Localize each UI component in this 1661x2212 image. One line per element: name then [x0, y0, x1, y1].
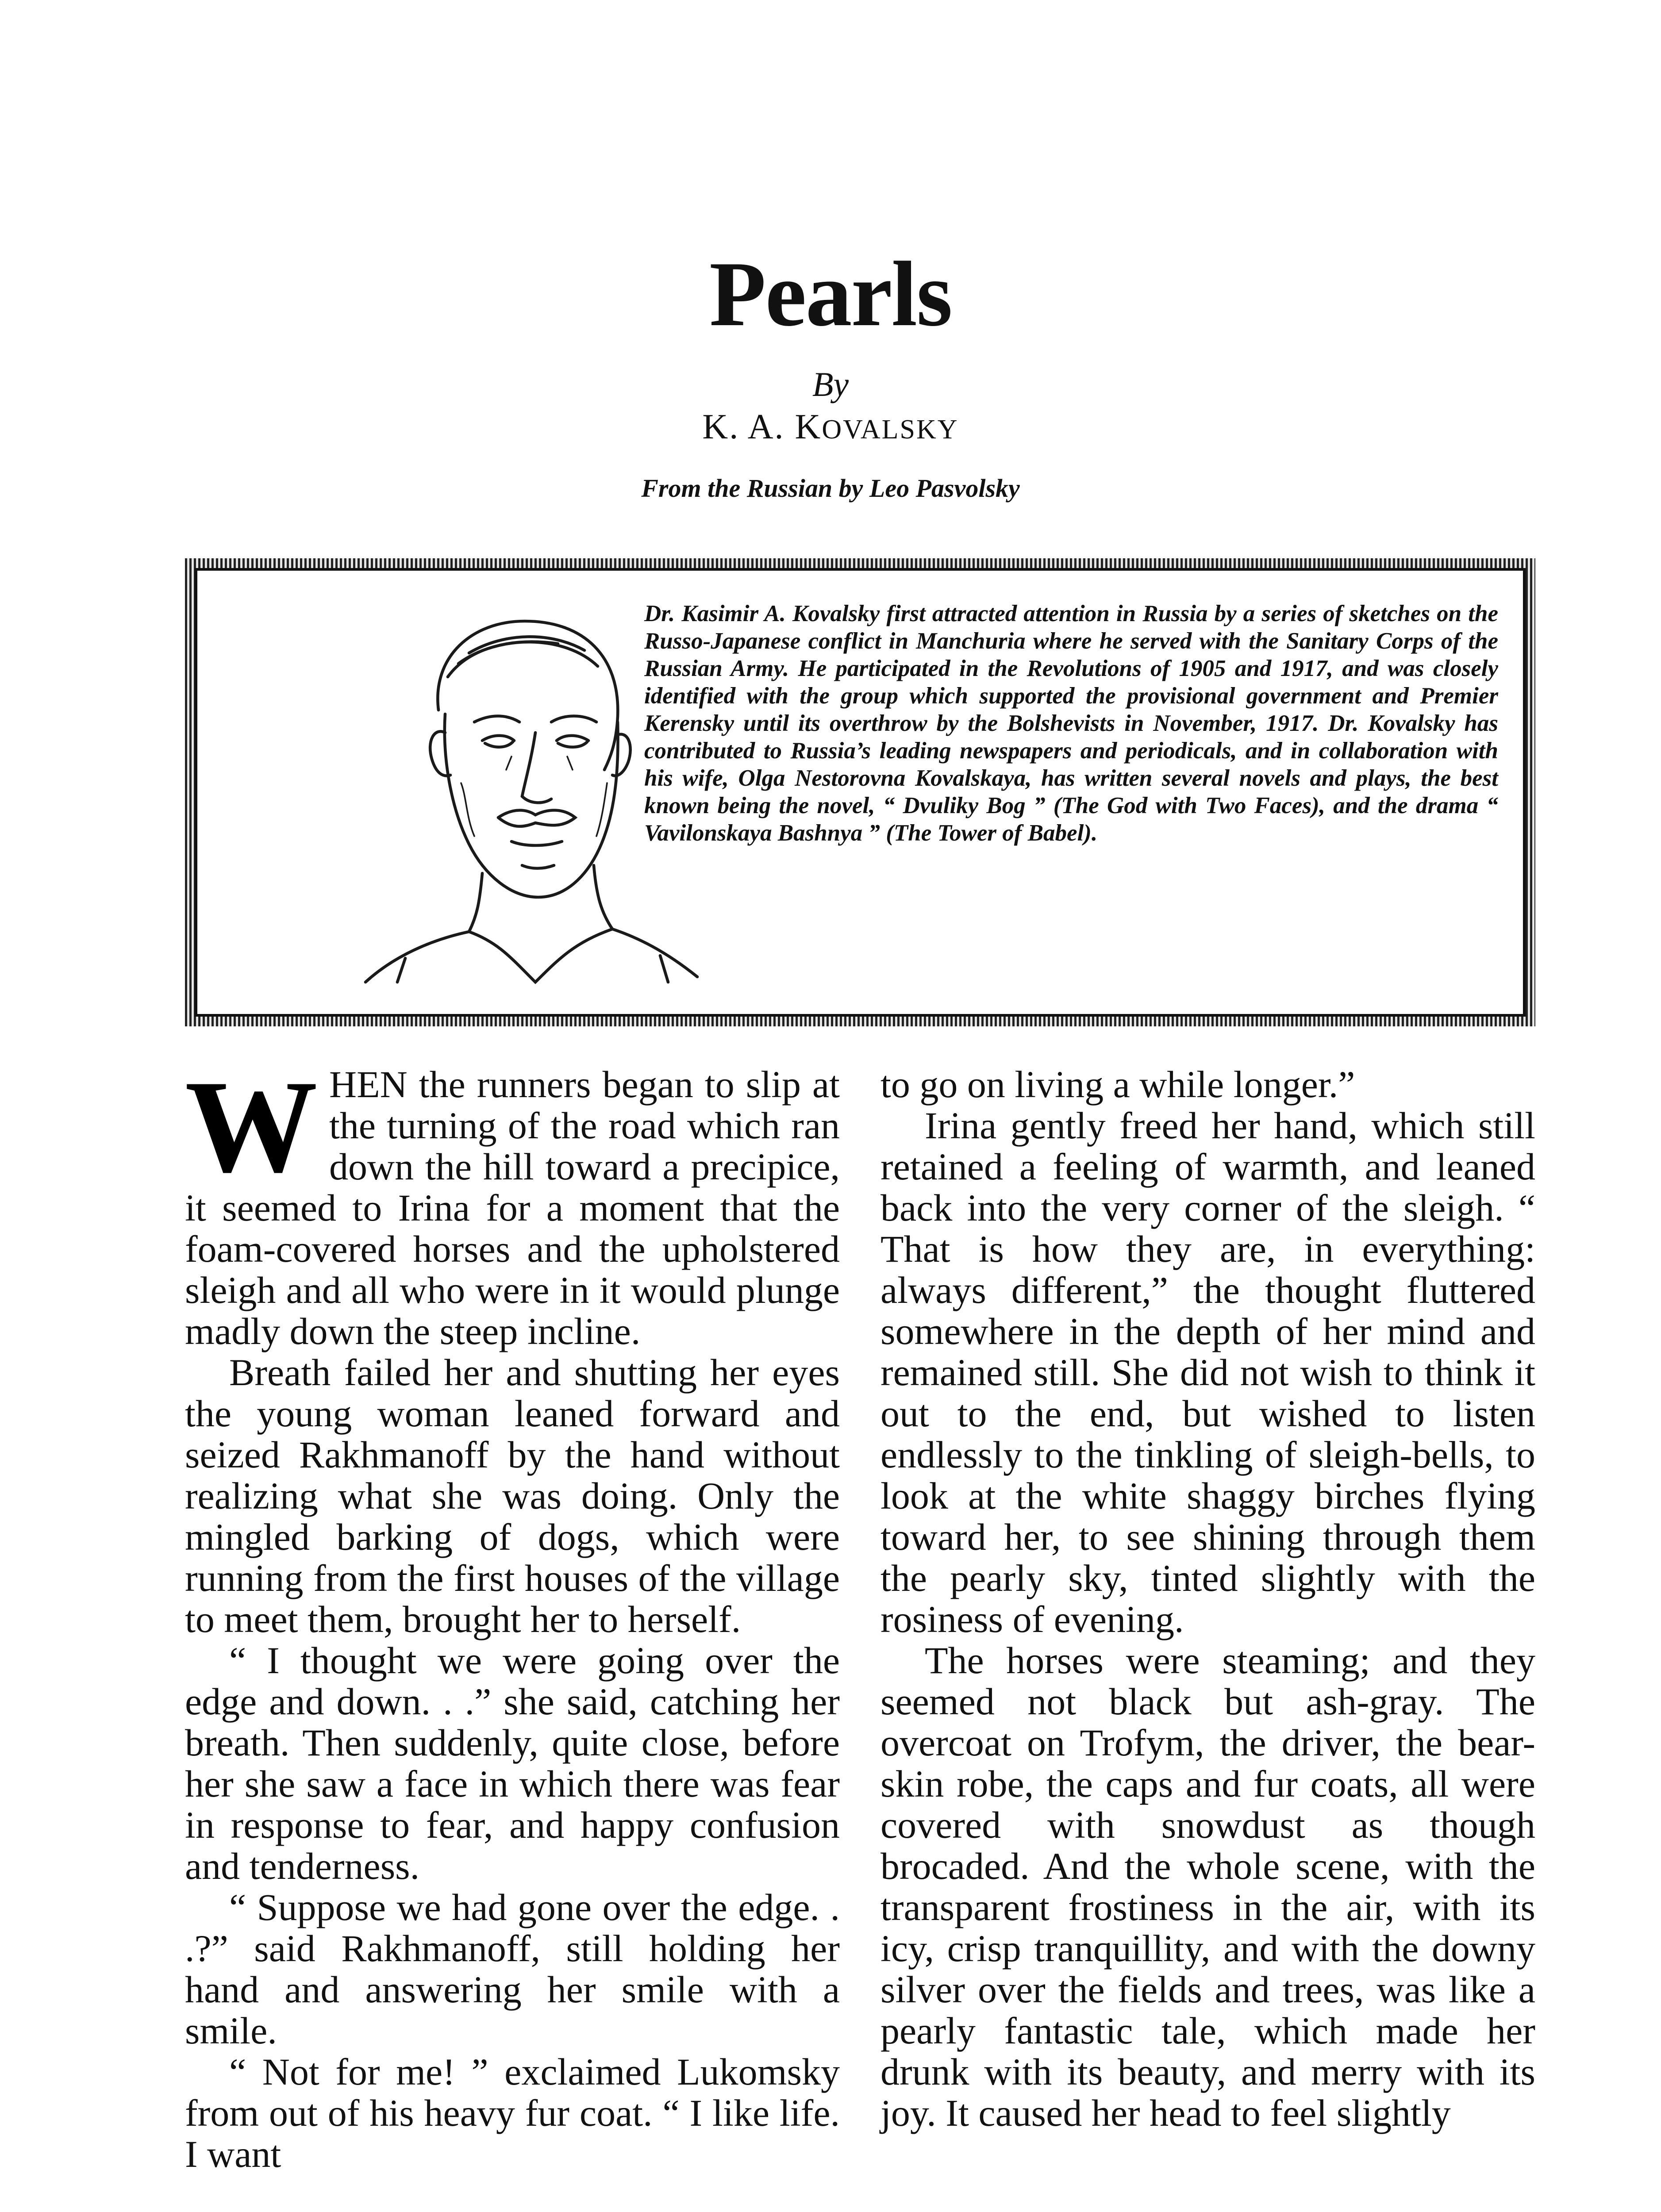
story-column-left — [185, 1053, 840, 2175]
story-paragraph: Breath failed her and shutting her eyes the young woman leaned forward and seized Rakhmanoff by the hand without realizing what she was doing. Only the mingled barking of dogs, which were running from the first houses of the village to meet them, brought her to herself. — [185, 1351, 840, 1640]
author-initials: K. A. K — [702, 407, 822, 446]
byline-by: By — [812, 365, 849, 403]
author-bio-text: Dr. Kasimir A. Kovalsky first attracted attention in Russia by a series of sketches on the Russo-Japanese conflict in Manchuria where he served with the Sanitary Corps of the Russian Army. He participated in the Revolutions of 1905 and 1917, and was closely identified with the group which supported the provisional government and Premier Kerensky until its overthrow by the Bolshevists in November, 1917. Dr. Kovalsky has contributed to Russia’s leading newspapers and periodicals, and in collaboration with his wife, Olga Nestorovna Kovalskaya, has written several novels and plays, the best known being the novel, “ Dvuliky Bog ” (The God with Two Faces), and the drama “ Vavilonskaya Bashnya ” (The Tower of Babel). — [644, 601, 1498, 846]
story-paragraph: to go on living a while longer.” — [880, 1063, 1355, 1106]
story-paragraph: “ I thought we were going over the edge and down. . .” she said, catching her breath. Then suddenly, quite close, before her she saw a face in which there was fear in response to fear, and happy confusion and tenderness. — [185, 1639, 840, 1887]
story-paragraph: Irina gently freed her hand, which still retained a feeling of warmth, and leaned back into the very corner of the sleigh. “ That is how they are, in everything: always different,” the thought fluttered somewhere in the depth of her mind and remained still. She did not wish to think it out to the end, but wished to listen endlessly to the tinkling of sleigh-bells, to look at the white shaggy birches flying toward her, to see shining through them the pearly sky, tinted slightly with the rosiness of evening. — [880, 1104, 1535, 1640]
translator-credit: From the Russian by Leo Pasvolsky — [641, 474, 1020, 503]
author-name — [0, 409, 1661, 445]
bio-inner-frame — [195, 568, 1526, 1017]
author-bio-box — [185, 558, 1535, 1026]
author-surname-rest: OVALSKY — [822, 415, 959, 445]
drop-cap: W — [185, 1053, 318, 1200]
article-title: Pearls — [709, 243, 952, 346]
story-paragraph: The horses were steaming; and they seemed not black but ash-gray. The overcoat on Trofym, the driver, the bear-skin robe, the caps and fur coats, all were covered with snowdust as though brocaded. And the whole scene, with the transparent frostiness in the air, with its icy, crisp tranquillity, and with the downy silver over the fields and trees, was like a pearly fantastic tale, which made her drunk with its beauty, and merry with its joy. It caused her head to feel slightly — [880, 1639, 1535, 2134]
story-paragraph: “ Not for me! ” exclaimed Lukomsky from out of his heavy fur coat. “ I like life. I want — [185, 2051, 840, 2175]
story-paragraph: “ Suppose we had gone over the edge. . .?” said Rakhmanoff, still holding her hand and answering her smile with a smile. — [185, 1886, 840, 2052]
story-paragraph — [185, 1053, 840, 1352]
paragraph-text: HEN the runners began to slip at the turning of the road which ran down the hill toward a precipice, it seemed to Irina for a moment that the foam-covered horses and the upholstered sleigh and all who were in it would plunge madly down the steep incline. — [185, 1063, 840, 1352]
story-column-right — [880, 1064, 1535, 2134]
